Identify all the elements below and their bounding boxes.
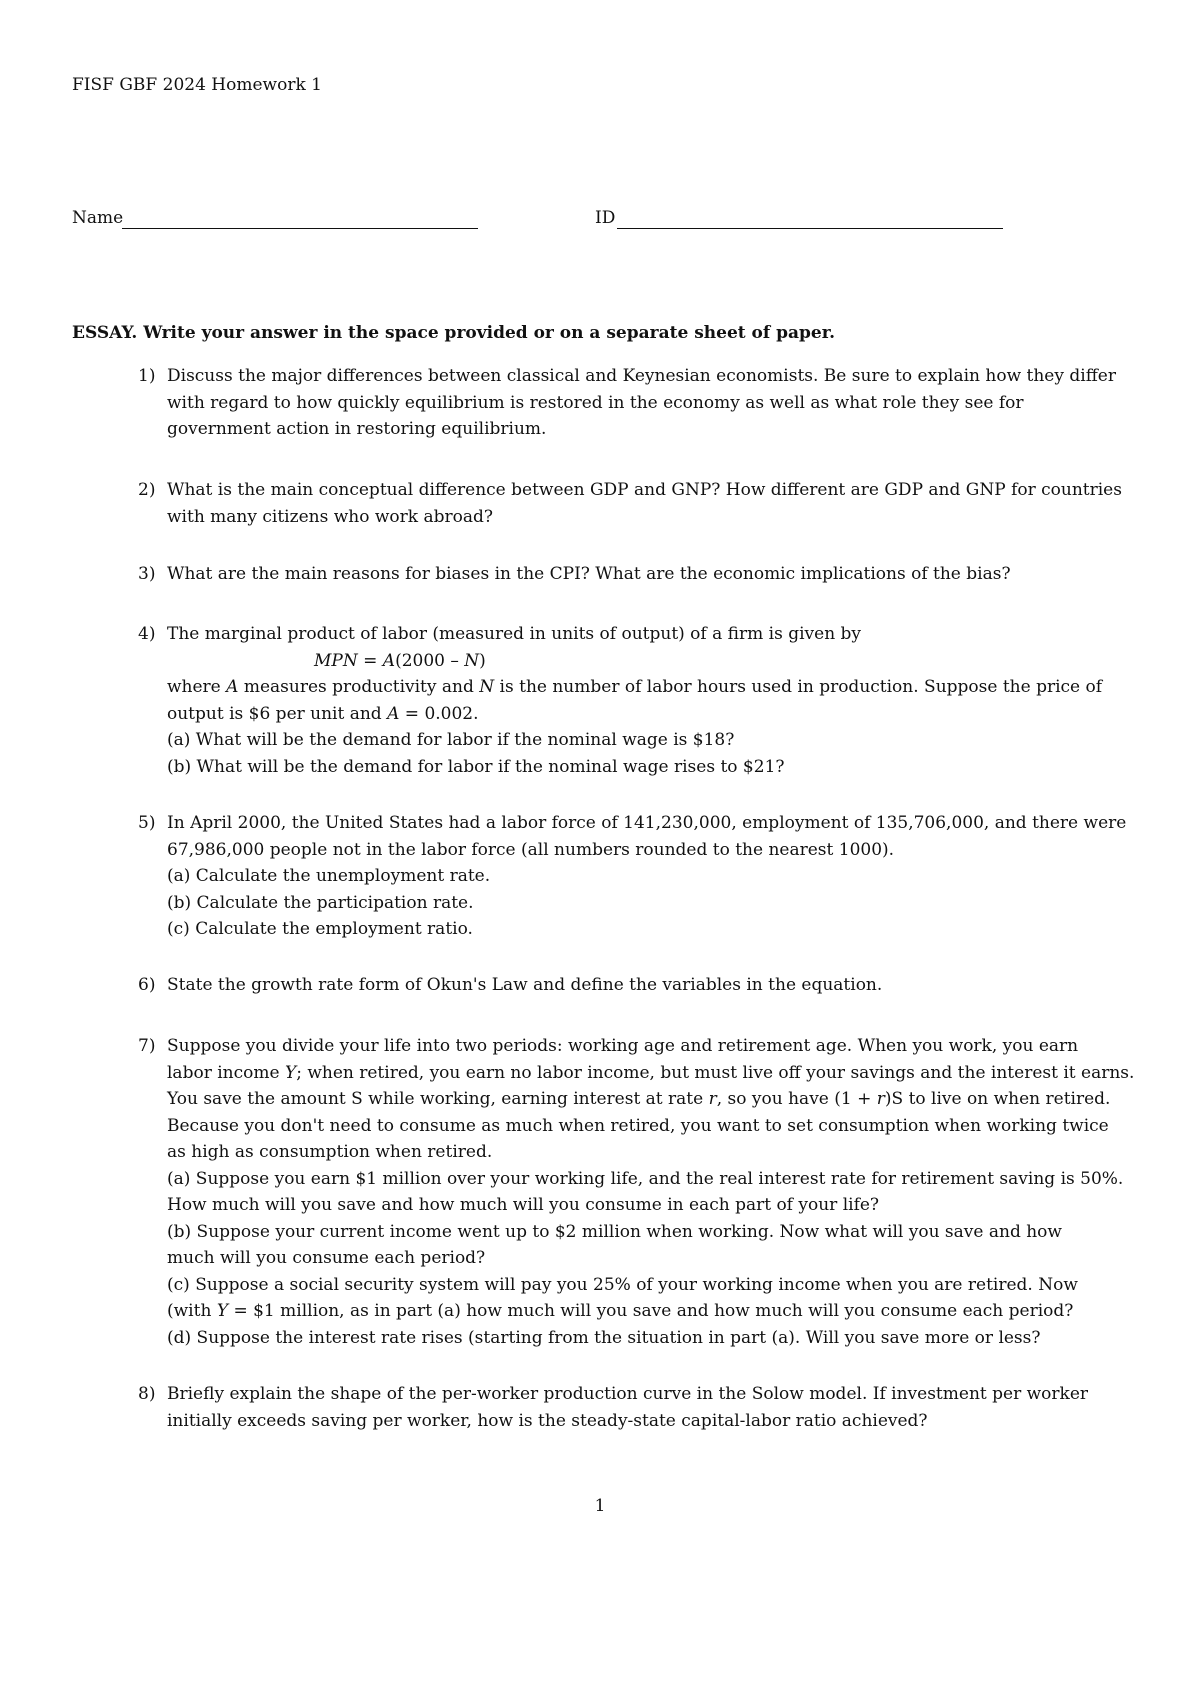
question-text: Because you don't need to consume as much when retired, you want to set consumption when working twice xyxy=(167,1115,1109,1136)
question-7 xyxy=(138,1033,1174,1351)
sub-question-c: (c) Suppose a social security system will pay you 25% of your working income when you are retired. Now xyxy=(167,1274,1078,1295)
question-text: In April 2000, the United States had a labor force of 141,230,000, employment of 135,706,000, and there were xyxy=(167,813,1127,833)
id-field-line[interactable] xyxy=(617,228,1003,229)
question-text: Suppose you divide your life into two periods: working age and retirement age. When you work, you earn xyxy=(167,1036,1079,1056)
question-text: with many citizens who work abroad? xyxy=(167,506,493,527)
sub-question-a: (a) Calculate the unemployment rate. xyxy=(167,866,491,886)
question-text: with regard to how quickly equilibrium is restored in the economy as well as what role they see for xyxy=(167,392,1024,413)
question-number: 7) xyxy=(138,1036,156,1056)
essay-heading: ESSAY. Write your answer in the space provided or on a separate sheet of paper. xyxy=(72,323,836,343)
sub-question-b: much will you consume each period? xyxy=(167,1248,486,1268)
question-text: 67,986,000 people not in the labor force (all numbers rounded to the nearest 1000). xyxy=(167,839,895,860)
question-number: 1) xyxy=(138,366,156,386)
question-text: What are the main reasons for biases in the CPI? What are the economic implications of the bias? xyxy=(167,564,1011,584)
question-text: Briefly explain the shape of the per-worker production curve in the Solow model. If investment per worker xyxy=(167,1384,1089,1404)
question-6 xyxy=(138,972,1174,999)
id-label: ID xyxy=(595,208,616,228)
question-text: as high as consumption when retired. xyxy=(167,1142,493,1162)
question-number: 2) xyxy=(138,480,156,500)
mpn-formula: MPN = A(2000 – N) xyxy=(314,650,486,671)
question-text: government action in restoring equilibrium. xyxy=(167,419,547,439)
question-text: You save the amount S while working, earning interest at rate r, so you have (1 + r)S to live on when retired. xyxy=(167,1089,1111,1109)
question-text: Discuss the major differences between classical and Keynesian economists. Be sure to explain how they differ xyxy=(167,366,1116,386)
sub-question-d: (d) Suppose the interest rate rises (starting from the situation in part (a). Will you save more or less? xyxy=(167,1327,1041,1348)
sub-question-a: (a) What will be the demand for labor if the nominal wage is $18? xyxy=(167,730,735,750)
page-header: FISF GBF 2024 Homework 1 xyxy=(72,75,322,95)
question-5 xyxy=(138,810,1174,943)
question-text: where A measures productivity and N is the number of labor hours used in production. Suppose the price of xyxy=(167,677,1103,697)
sub-question-a: (a) Suppose you earn $1 million over your working life, and the real interest rate for retirement saving is 50%. xyxy=(167,1168,1124,1189)
question-text: The marginal product of labor (measured in units of output) of a firm is given by xyxy=(167,624,862,644)
question-4 xyxy=(138,621,1174,780)
name-label: Name xyxy=(72,208,124,228)
question-text: initially exceeds saving per worker, how is the steady-state capital-labor ratio achieved? xyxy=(167,1410,928,1431)
sub-question-b: (b) What will be the demand for labor if the nominal wage rises to $21? xyxy=(167,756,785,777)
question-number: 3) xyxy=(138,564,156,584)
question-text: labor income Y; when retired, you earn no labor income, but must live off your savings and the interest it earns. xyxy=(167,1062,1135,1083)
question-3 xyxy=(138,561,1174,588)
question-text: State the growth rate form of Okun's Law and define the variables in the equation. xyxy=(167,975,883,995)
question-number: 4) xyxy=(138,624,156,644)
question-number: 8) xyxy=(138,1384,156,1404)
sub-question-c: (c) Calculate the employment ratio. xyxy=(167,919,473,939)
question-number: 5) xyxy=(138,813,156,833)
page-number: 1 xyxy=(594,1496,606,1516)
sub-question-b: (b) Suppose your current income went up to $2 million when working. Now what will you save and how xyxy=(167,1221,1062,1242)
sub-question-a: How much will you save and how much will you consume in each part of your life? xyxy=(167,1195,880,1215)
question-2 xyxy=(138,477,1174,530)
question-8 xyxy=(138,1381,1174,1434)
question-1 xyxy=(138,363,1174,443)
name-field-line[interactable] xyxy=(122,228,478,229)
sub-question-b: (b) Calculate the participation rate. xyxy=(167,892,474,913)
question-number: 6) xyxy=(138,975,156,995)
question-text: output is $6 per unit and A = 0.002. xyxy=(167,703,479,724)
sub-question-c: (with Y = $1 million, as in part (a) how much will you save and how much will you consume each period? xyxy=(167,1301,1074,1321)
question-text: What is the main conceptual difference between GDP and GNP? How different are GDP and GNP for countries xyxy=(167,480,1122,500)
